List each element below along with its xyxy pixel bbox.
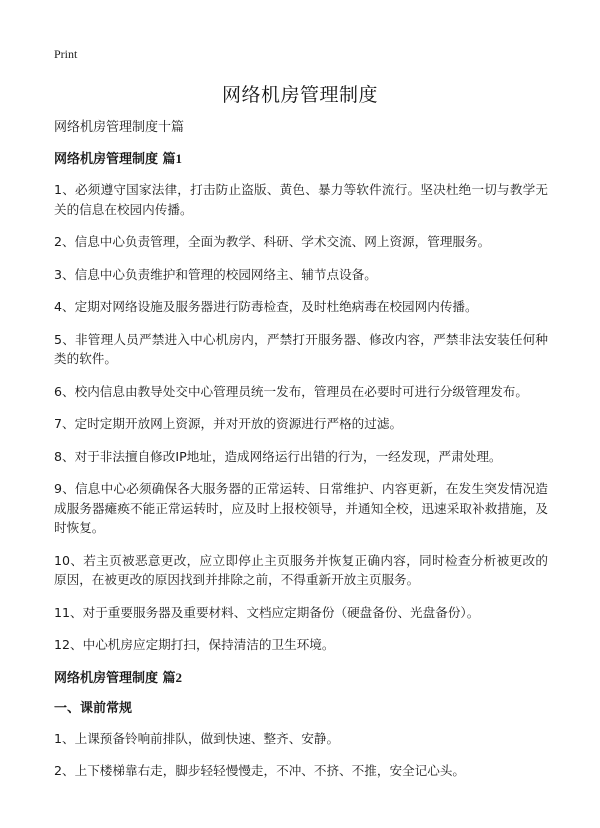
rule-item-8: 8、对于非法擅自修改IP地址，造成网络运行出错的行为，一经发现，严肃处理。 xyxy=(54,448,502,464)
section-heading-1-main: 网络机房管理制度 xyxy=(54,152,163,167)
section-heading-1 xyxy=(54,149,548,170)
section-heading-2-suffix: 篇2 xyxy=(162,669,183,685)
document-subtitle: 网络机房管理制度十篇 xyxy=(54,120,185,135)
print-label: Print xyxy=(54,47,78,61)
rule-item-3: 3、信息中心负责维护和管理的校园网络主、辅节点设备。 xyxy=(54,266,377,282)
rule-item-4: 4、定期对网络设施及服务器进行防毒检查，及时杜绝病毒在校园网内传播。 xyxy=(54,299,478,314)
document-body xyxy=(54,118,548,794)
rule-item-1: 1、必须遵守国家法律，打击防止盗版、黄色、暴力等软件流行。坚决杜绝一切与教学无关的信息在校园内传播。 xyxy=(54,182,548,217)
sub-heading-pre-class: 一、课前常规 xyxy=(54,700,133,716)
rule-item-5: 5、非管理人员严禁进入中心机房内，严禁打开服务器、修改内容，严禁非法安装任何种类的软件。 xyxy=(54,331,548,366)
section-heading-2 xyxy=(54,668,548,689)
rule-item-10: 10、若主页被恶意更改，应立即停止主页服务并恢复正确内容，同时检查分析被更改的原因，在被更改的原因找到并排除之前，不得重新开放主页服务。 xyxy=(54,552,548,587)
section-heading-1-suffix: 篇1 xyxy=(162,151,183,166)
pre-class-item-1: 1、上课预备铃响前排队，做到快速、整齐、安静。 xyxy=(54,730,340,746)
rule-item-2: 2、信息中心负责管理，全面为教学、科研、学术交流、网上资源，管理服务。 xyxy=(54,234,491,249)
rule-item-12: 12、中心机房应定期打扫，保持清洁的卫生环境。 xyxy=(54,637,335,652)
section-heading-2-main: 网络机房管理制度 xyxy=(54,670,163,686)
pre-class-item-2: 2、上下楼梯靠右走，脚步轻轻慢慢走，不冲、不挤、不推，安全记心头。 xyxy=(54,763,466,778)
rule-item-11: 11、对于重要服务器及重要材料、文档应定期备份（硬盘备份、光盘备份）。 xyxy=(54,604,480,620)
rule-item-6: 6、校内信息由教导处交中心管理员统一发布，管理员在必要时可进行分级管理发布。 xyxy=(54,383,528,399)
rule-item-9: 9、信息中心必须确保各大服务器的正常运转、日常维护、内容更新，在发生突发情况造成服务器瘫痪不能正常运转时，应及时上报校领导，并通知全校，迅速采取补救措施，及时恢复。 xyxy=(54,481,548,535)
rule-item-7: 7、定时定期开放网上资源，并对开放的资源进行严格的过滤。 xyxy=(54,416,403,431)
document-title: 网络机房管理制度 xyxy=(221,84,378,106)
